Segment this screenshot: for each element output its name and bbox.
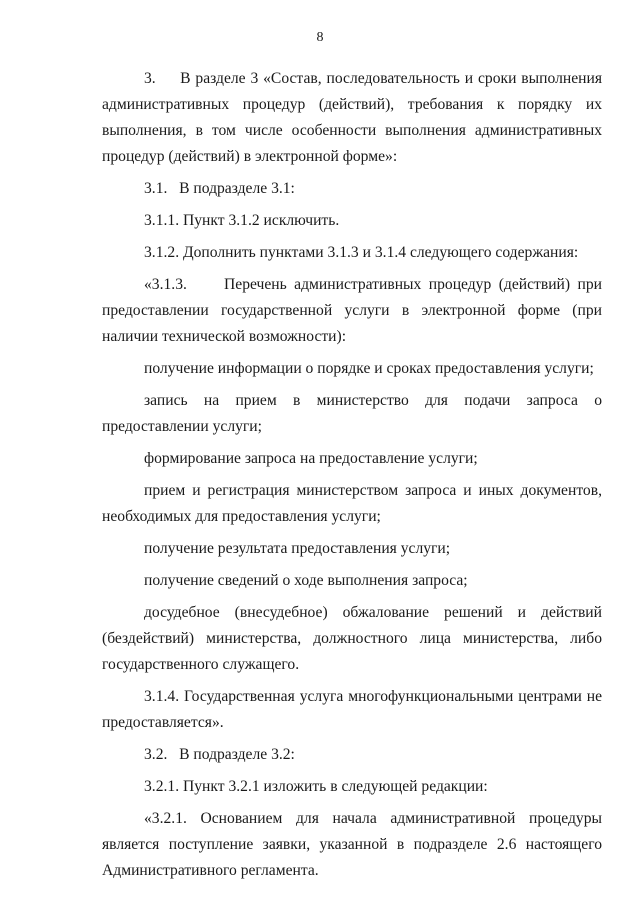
list-item-appeal: досудебное (внесудебное) обжалование решений и действий (бездействий) министерства, должностного лица министерства, либо государственного служащего.: [102, 604, 602, 673]
paragraph-3-1-2: 3.1.2. Дополнить пунктами 3.1.3 и 3.1.4 следующего содержания:: [144, 244, 579, 261]
list-item-result: получение результата предоставления услуги;: [144, 540, 451, 557]
paragraph-3-1-3: «3.1.3. Перечень административных процедур (действий) при предоставлении государственной услуги в электронной форме (при наличии технической возможности):: [102, 276, 602, 345]
list-item-registration: прием и регистрация министерством запроса и иных документов, необходимых для предоставления услуги;: [102, 482, 602, 525]
list-item-info: получение информации о порядке и сроках предоставления услуги;: [144, 360, 594, 377]
paragraph-subsection-3-1: 3.1. В подразделе 3.1:: [144, 180, 295, 197]
paragraph-section-3: 3. В разделе 3 «Состав, последовательность и сроки выполнения административных процедур (действий), требования к порядку их выполнения, в том числе особенности выполнения административных процедур (действий) в электронной форме»:: [102, 70, 602, 165]
list-item-request-form: формирование запроса на предоставление услуги;: [144, 450, 478, 467]
paragraph-subsection-3-2: 3.2. В подразделе 3.2:: [144, 746, 295, 763]
list-item-appointment: запись на прием в министерство для подачи запроса о предоставлении услуги;: [102, 392, 602, 435]
document-body: [102, 66, 602, 890]
paragraph-3-2-1-text: «3.2.1. Основанием для начала административной процедуры является поступление заявки, указанной в подразделе 2.6 настоящего Административного регламента.: [102, 810, 602, 879]
paragraph-3-1-1: 3.1.1. Пункт 3.1.2 исключить.: [144, 212, 340, 229]
paragraph-3-1-4: 3.1.4. Государственная услуга многофункциональными центрами не предоставляется».: [102, 688, 602, 731]
list-item-status: получение сведений о ходе выполнения запроса;: [144, 572, 468, 589]
paragraph-3-2-1: 3.2.1. Пункт 3.2.1 изложить в следующей редакции:: [144, 778, 488, 795]
page-number: 8: [316, 30, 324, 45]
